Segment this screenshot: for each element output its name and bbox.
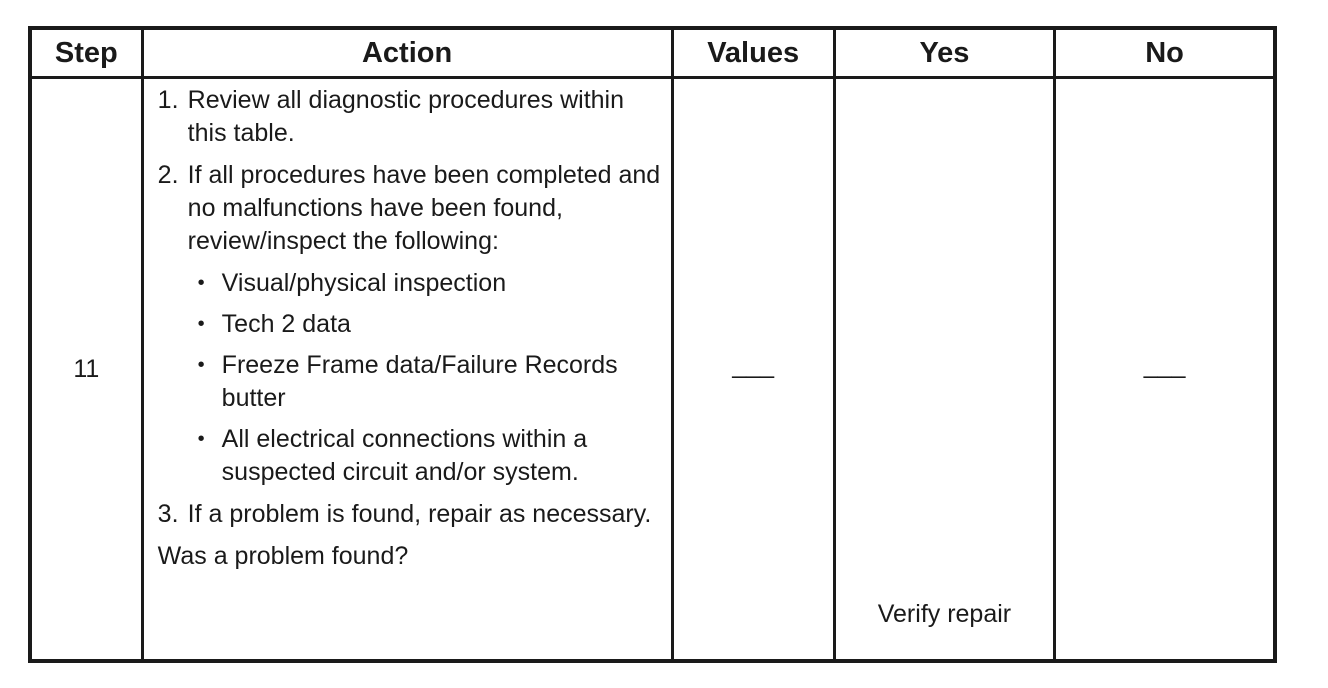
action-item-2 [158, 159, 661, 258]
action-item-1-text: Review all diagnostic procedures within this table. [187, 86, 624, 147]
action-question: Was a problem found? [157, 542, 409, 570]
action-item-3-number: 3. [157, 500, 179, 528]
header-action: Action [142, 28, 672, 78]
list-item [158, 423, 661, 489]
header-no: No [1055, 28, 1275, 78]
list-item-text: Visual/physical inspection [221, 269, 507, 297]
diagnostic-table [28, 26, 1277, 663]
list-item [158, 267, 661, 300]
no-cell: ___ [1055, 78, 1275, 662]
list-item [158, 308, 661, 341]
action-item-2-number: 2. [157, 161, 179, 189]
yes-cell: Verify repair [834, 78, 1054, 662]
header-yes: Yes [834, 28, 1054, 78]
list-item-text: Freeze Frame data/Failure Records butter [221, 351, 618, 412]
list-item-text: Tech 2 data [221, 310, 351, 338]
bullet-icon: • [197, 272, 205, 294]
values-cell: ___ [672, 78, 834, 662]
header-row [30, 28, 1275, 78]
list-item [158, 349, 661, 415]
table-row [30, 78, 1275, 662]
action-item-3-text: If a problem is found, repair as necessary. [187, 500, 652, 528]
inspection-list [158, 267, 661, 489]
action-item-1 [158, 84, 661, 150]
list-item-text: All electrical connections within a suspected circuit and/or system. [221, 425, 588, 486]
header-step: Step [30, 28, 142, 78]
action-cell [142, 78, 672, 662]
action-item-3 [158, 498, 661, 531]
bullet-icon: • [197, 354, 205, 376]
action-item-1-number: 1. [157, 86, 179, 114]
step-number: 11 [30, 78, 142, 662]
bullet-icon: • [197, 313, 205, 335]
bullet-icon: • [197, 428, 205, 450]
action-item-2-text: If all procedures have been completed and no malfunctions have been found, review/inspect the following: [187, 161, 661, 255]
header-values: Values [672, 28, 834, 78]
